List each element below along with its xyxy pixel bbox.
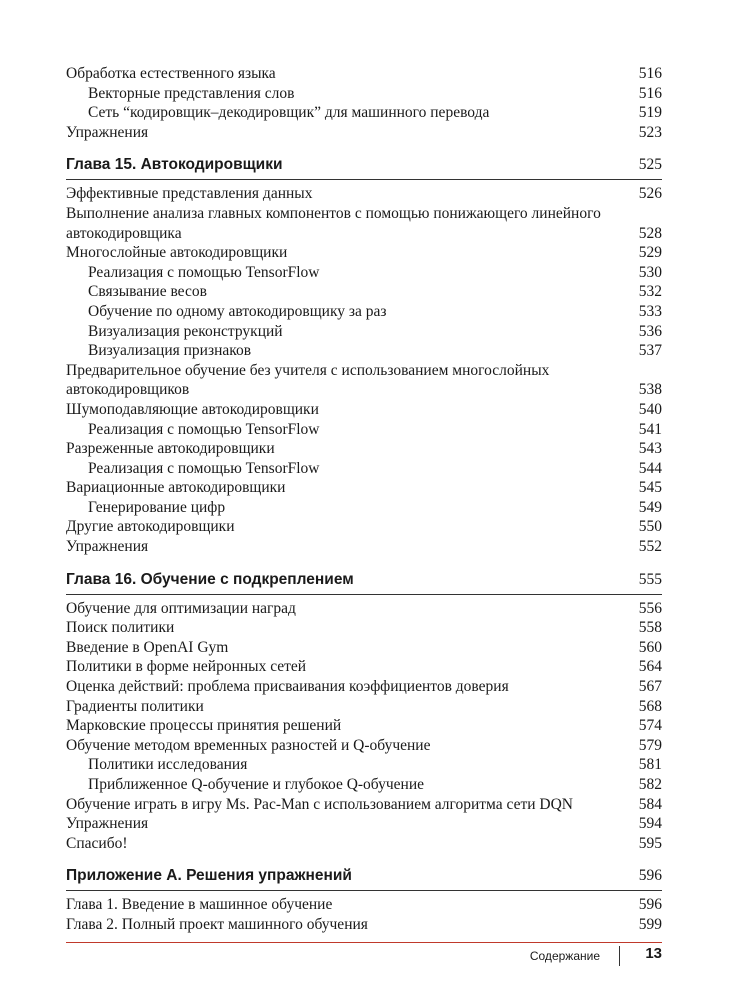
toc-entry-title: Визуализация признаков xyxy=(88,342,252,360)
toc-entry-page: 564 xyxy=(638,658,662,676)
toc-entry-page: 596 xyxy=(638,867,662,885)
toc-entry-title: Предварительное обучение без учителя с использованием многослойных автокодировщиков xyxy=(66,361,550,399)
toc-entry-page: 523 xyxy=(638,123,662,141)
toc-subentry xyxy=(66,775,662,795)
toc-entry-title: Выполнение анализа главных компонентов с помощью понижающего линейного автокодировщика xyxy=(66,204,601,242)
toc-entry xyxy=(66,657,662,677)
toc-entry-title: Упражнения xyxy=(66,123,149,141)
toc-entry-page: 549 xyxy=(638,498,662,516)
toc-entry-page: 526 xyxy=(638,185,662,203)
toc-entry-title: Разреженные автокодировщики xyxy=(66,440,275,458)
toc-subentry xyxy=(66,263,662,283)
toc-entry-page: 516 xyxy=(638,65,662,82)
toc-entry xyxy=(66,184,662,204)
footer-rule xyxy=(66,942,662,943)
toc-entry xyxy=(66,795,662,815)
chapter-heading xyxy=(66,867,662,891)
toc-entry-page: 530 xyxy=(638,263,662,281)
toc-subentry xyxy=(66,755,662,775)
toc-entry-title: Обучение для оптимизации наград xyxy=(66,599,296,617)
toc-entry xyxy=(66,537,662,557)
toc-entry-page: 543 xyxy=(638,440,662,458)
toc-entry xyxy=(66,400,662,420)
toc-entry-title: Эффективные представления данных xyxy=(66,185,313,203)
toc-entry xyxy=(66,814,662,834)
toc-entry-title: Визуализация реконструкций xyxy=(88,322,283,340)
toc-entry-page: 584 xyxy=(638,795,662,813)
toc-entry-page: 537 xyxy=(638,342,662,360)
toc-entry-title: Глава 2. Полный проект машинного обучения xyxy=(66,915,368,933)
toc-entry-page: 525 xyxy=(638,156,662,174)
toc-entry-title: Оценка действий: проблема присваивания коэффициентов доверия xyxy=(66,678,509,696)
toc-entry-page: 595 xyxy=(638,834,662,852)
toc-entry-page: 532 xyxy=(638,283,662,301)
toc-entry-page: 533 xyxy=(638,302,662,320)
toc-entry-title: Генерирование цифр xyxy=(88,498,226,516)
toc-entry-page: 568 xyxy=(638,697,662,715)
table-of-contents xyxy=(66,64,662,935)
chapter-heading xyxy=(66,156,662,180)
toc-entry-title: Введение в OpenAI Gym xyxy=(66,638,229,656)
toc-entry xyxy=(66,736,662,756)
toc-entry-title: Марковские процессы принятия решений xyxy=(66,717,342,735)
toc-entry-page: 528 xyxy=(638,224,662,242)
toc-entry-title: Вариационные автокодировщики xyxy=(66,479,286,497)
toc-entry-page: 541 xyxy=(638,420,662,438)
toc-entry xyxy=(66,243,662,263)
toc-entry-title: Другие автокодировщики xyxy=(66,518,235,536)
toc-entry-page: 599 xyxy=(638,915,662,933)
toc-subentry xyxy=(66,84,662,104)
footer-separator xyxy=(619,946,620,966)
toc-entry-title: Политики исследования xyxy=(88,756,248,774)
toc-entry xyxy=(66,915,662,935)
running-footer-label: Содержание xyxy=(529,949,600,963)
toc-entry-page: 536 xyxy=(638,322,662,340)
toc-entry-page: 555 xyxy=(638,570,662,588)
toc-entry-title: Многослойные автокодировщики xyxy=(66,244,288,262)
toc-entry xyxy=(66,517,662,537)
toc-entry-title: Сеть “кодировщик–декодировщик” для машинного перевода xyxy=(88,104,490,122)
toc-entry xyxy=(66,716,662,736)
toc-subentry xyxy=(66,420,662,440)
toc-entry xyxy=(66,361,662,400)
toc-entry xyxy=(66,64,662,84)
toc-entry-page: 558 xyxy=(638,619,662,637)
toc-entry-title: Шумоподавляющие автокодировщики xyxy=(66,400,319,418)
toc-entry-page: 545 xyxy=(638,479,662,497)
toc-entry-title: Глава 15. Автокодировщики xyxy=(66,156,283,174)
page-number: 13 xyxy=(645,945,662,962)
toc-entry-page: 544 xyxy=(638,459,662,477)
toc-entry-page: 552 xyxy=(638,538,662,556)
toc-entry-title: Реализация с помощью TensorFlow xyxy=(88,263,320,281)
toc-entry-page: 560 xyxy=(638,638,662,656)
toc-entry-title: Приложение А. Решения упражнений xyxy=(66,867,352,885)
chapter-heading xyxy=(66,571,662,595)
toc-subentry xyxy=(66,302,662,322)
toc-subentry xyxy=(66,459,662,479)
toc-entry-page: 582 xyxy=(638,776,662,793)
toc-entry-page: 579 xyxy=(638,736,662,754)
toc-entry-title: Упражнения xyxy=(66,538,149,556)
toc-subentry xyxy=(66,103,662,123)
toc-entry-title: Обучение по одному автокодировщику за раз xyxy=(88,302,387,320)
toc-entry-page: 519 xyxy=(638,104,662,122)
toc-entry-title: Обучение играть в игру Ms. Pac-Man с использованием алгоритма сети DQN xyxy=(66,795,573,813)
toc-entry xyxy=(66,638,662,658)
toc-subentry xyxy=(66,282,662,302)
toc-entry-page: 596 xyxy=(638,896,662,914)
toc-subentry xyxy=(66,341,662,361)
toc-entry-page: 550 xyxy=(638,518,662,536)
toc-entry-page: 529 xyxy=(638,244,662,262)
toc-entry-title: Поиск политики xyxy=(66,619,175,637)
toc-entry-title: Спасибо! xyxy=(66,834,128,852)
toc-entry xyxy=(66,599,662,619)
toc-entry xyxy=(66,123,662,143)
toc-entry xyxy=(66,439,662,459)
toc-entry xyxy=(66,895,662,915)
toc-entry-title: Глава 1. Введение в машинное обучение xyxy=(66,896,333,914)
toc-entry-title: Обработка естественного языка xyxy=(66,65,276,82)
toc-entry-title: Приближенное Q-обучение и глубокое Q-обучение xyxy=(88,776,424,793)
toc-subentry xyxy=(66,498,662,518)
toc-entry-page: 516 xyxy=(638,84,662,102)
toc-entry-title: Глава 16. Обучение с подкреплением xyxy=(66,570,354,588)
toc-entry-title: Реализация с помощью TensorFlow xyxy=(88,459,320,477)
toc-entry-title: Градиенты политики xyxy=(66,697,204,715)
toc-entry-title: Политики в форме нейронных сетей xyxy=(66,658,307,676)
toc-entry-page: 594 xyxy=(638,815,662,833)
toc-entry-title: Векторные представления слов xyxy=(88,84,295,102)
toc-entry-page: 540 xyxy=(638,400,662,418)
toc-entry-title: Упражнения xyxy=(66,815,149,833)
toc-entry xyxy=(66,697,662,717)
toc-entry-page: 574 xyxy=(638,717,662,735)
toc-entry xyxy=(66,677,662,697)
toc-entry xyxy=(66,618,662,638)
toc-entry-page: 567 xyxy=(638,678,662,696)
toc-entry xyxy=(66,204,662,243)
toc-entry-title: Связывание весов xyxy=(88,283,207,301)
toc-entry xyxy=(66,834,662,854)
toc-subentry xyxy=(66,322,662,342)
toc-entry-page: 538 xyxy=(638,381,662,399)
toc-entry-page: 581 xyxy=(638,756,662,774)
toc-entry-page: 556 xyxy=(638,599,662,617)
toc-entry-title: Реализация с помощью TensorFlow xyxy=(88,420,320,438)
toc-entry xyxy=(66,478,662,498)
toc-entry-title: Обучение методом временных разностей и Q-обучение xyxy=(66,736,431,754)
